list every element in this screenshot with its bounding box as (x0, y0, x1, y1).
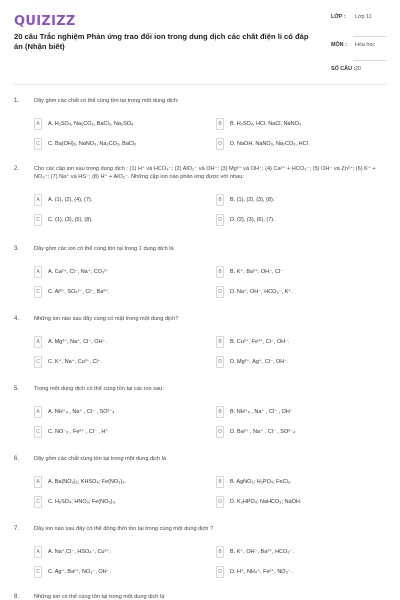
option-letter-box: D (216, 356, 224, 368)
option-c[interactable] (34, 356, 202, 368)
option-letter-box: C (34, 566, 42, 578)
option-text: B. AgNO₃; H₃PO₄; FeCl₃. (230, 479, 292, 485)
meta-divider (353, 60, 387, 61)
option-letter-box: B (216, 118, 224, 130)
option-c[interactable] (34, 566, 202, 578)
option-c[interactable] (34, 286, 202, 298)
question-text: Cho các cặp ion sau trong dung dịch : (1) H⁺ và HCO₃⁻; (2) AlO₂⁻ và OH⁻; (3) Mg²⁺ và OH⁻; (4) Ca²⁺ + HCO₃⁻; (5) OH⁻ và Zn²⁺; (6) K⁺ + NO₃⁻; (7) Na⁺ và HS⁻; (8) H⁺ + AlO₂⁻. Những cặp ion nào phản ứng được với nhau: (34, 166, 376, 180)
option-text: A. H₂SO₄, Na₂CO₃, BaCl₂, Na₂SO₄ (48, 121, 134, 127)
option-letter-box: B (216, 194, 224, 206)
option-letter-box: C (34, 214, 42, 226)
meta-subject-label: MÔN : (331, 42, 347, 48)
option-letter-box: C (34, 138, 42, 150)
logo: QUIZIZZ (14, 14, 76, 29)
meta-class-label: LỚP : (331, 14, 346, 20)
meta-class-value: Lớp 11 (355, 14, 372, 20)
option-letter-box: D (216, 138, 224, 150)
option-letter-box: C (34, 356, 42, 368)
option-d[interactable] (216, 138, 384, 150)
option-a[interactable] (34, 336, 202, 348)
question-number: 1. (14, 98, 20, 104)
option-c[interactable] (34, 214, 202, 226)
option-d[interactable] (216, 356, 384, 368)
question-text: Dãy gồm các ion có thể cùng tồn tại trong 1 dung dịch là (34, 246, 174, 252)
question-text: Dãy gồm các chất cùng tồn tại trong một dung dịch là (34, 456, 167, 462)
option-b[interactable] (216, 266, 384, 278)
option-letter-box: C (34, 426, 42, 438)
option-letter-box: A (34, 546, 42, 558)
option-letter-box: C (34, 496, 42, 508)
option-text: C. K⁺, Na⁺, Cu²⁺, Cl⁻. (48, 359, 103, 365)
question-text: Dãy ion nào sau đây có thể đồng thời tồn tại trong cùng một dung dịch ? (34, 526, 214, 532)
option-letter-box: A (34, 476, 42, 488)
option-text: D. (2), (3), (6), (7). (230, 217, 275, 223)
option-text: C. (1), (3), (5), (8). (48, 217, 93, 223)
option-text: B. K⁺, Ba²⁺, OH⁻, Cl⁻ (230, 269, 284, 275)
option-text: C. H₂SO₄; HNO₃; Fe(NO₃)₃. (48, 499, 117, 505)
option-text: B. (1), (2), (3), (8). (230, 197, 275, 203)
option-letter-box: B (216, 546, 224, 558)
option-text: D. Na⁺, OH⁻, HCO₃⁻, K⁺. (230, 289, 293, 295)
option-b[interactable] (216, 336, 384, 348)
option-c[interactable] (34, 426, 202, 438)
option-letter-box: B (216, 476, 224, 488)
option-d[interactable] (216, 426, 384, 438)
option-text: B. H₂SO₄, HCl, NaCl, NaNO₃ (230, 121, 302, 127)
option-b[interactable] (216, 118, 384, 130)
option-letter-box: B (216, 406, 224, 418)
question-number: 4. (14, 316, 20, 322)
option-d[interactable] (216, 286, 384, 298)
option-a[interactable] (34, 546, 202, 558)
page-title: 20 câu Trắc nghiệm Phản ứng trao đổi ion trong dung dịch các chất điện li có đáp án (Nhận biết) (14, 32, 309, 51)
option-text: D. Ba²⁺ , Na⁺ , Cl⁻ , SO²⁻₄ (230, 429, 296, 435)
option-text: B. NH⁺₄ , Na⁺ , Cl⁻ , OH⁻ (230, 409, 293, 415)
question-text: Những ion nào sau đây cùng có mặt trong một dung dịch? (34, 316, 179, 322)
question-text: Dãy gồm các chất có thể cùng tồn tại trong một dung dịch: (34, 98, 179, 104)
option-a[interactable] (34, 194, 202, 206)
option-b[interactable] (216, 194, 384, 206)
option-letter-box: D (216, 286, 224, 298)
option-d[interactable] (216, 566, 384, 578)
option-letter-box: B (216, 266, 224, 278)
option-letter-box: D (216, 426, 224, 438)
option-letter-box: A (34, 406, 42, 418)
question-text: Trong một dung dịch có thể cùng tồn tại các ion sau: (34, 386, 164, 392)
option-text: A. Ca²⁺, Cl⁻, Na⁺, CO₃²⁻ (48, 269, 109, 275)
option-c[interactable] (34, 496, 202, 508)
option-text: B. K⁺, OH⁻, Ba²⁺, HCO₃⁻. (230, 549, 294, 555)
option-letter-box: A (34, 194, 42, 206)
option-b[interactable] (216, 476, 384, 488)
question-number: 6. (14, 456, 20, 462)
question-number: 3. (14, 246, 20, 252)
option-d[interactable] (216, 214, 384, 226)
meta-count-value: 20 (355, 66, 361, 72)
option-a[interactable] (34, 476, 202, 488)
question-number: 7. (14, 526, 20, 532)
option-letter-box: D (216, 214, 224, 226)
option-c[interactable] (34, 138, 202, 150)
question-number: 2. (14, 166, 20, 172)
option-text: A. NH⁺₄ , Na⁺ , Cl⁻ , SO²⁻₄ (48, 409, 115, 415)
option-letter-box: A (34, 118, 42, 130)
meta-divider (353, 36, 387, 37)
option-text: A. Ba(NO₃)₂; KHSO₄; Fe(NO₃)₂. (48, 479, 126, 485)
meta-count-label: SỐ CÂU : (331, 66, 356, 72)
option-text: A. (1), (2), (4), (7). (48, 197, 93, 203)
option-a[interactable] (34, 118, 202, 130)
option-text: A. Mg²⁺, Na⁺, Cl⁻, OH⁻. (48, 339, 107, 345)
option-text: C. Ba(OH)₂, NaNO₃, Na₂CO₃, BaCl₂ (48, 141, 137, 147)
question-text: Những ion có thể cùng tồn tại trong một dung dịch là (34, 594, 165, 600)
option-text: C. NO⁻₃ , Fe²⁺ , Cl⁻ , H⁺ (48, 429, 109, 435)
option-text: C. Al³⁺, SO₄²⁻, Cl⁻, Ba²⁺. (48, 289, 110, 295)
option-letter-box: C (34, 286, 42, 298)
option-a[interactable] (34, 406, 202, 418)
header-divider (14, 84, 386, 85)
question-number: 8. (14, 594, 20, 600)
option-text: B. Cu²⁺, Fe³⁺, Cl⁻, OH⁻. (230, 339, 290, 345)
option-b[interactable] (216, 546, 384, 558)
option-text: D. H⁺, NH₄⁺, Fe²⁺, NO₃⁻. (230, 569, 293, 575)
question-number: 5. (14, 386, 20, 392)
option-text: D. NaOH, NaNO₃, Na₂CO₃, HCl (230, 141, 308, 147)
option-d[interactable] (216, 496, 384, 508)
option-b[interactable] (216, 406, 384, 418)
meta-subject-value: Hóa học (355, 42, 376, 48)
option-letter-box: D (216, 496, 224, 508)
option-a[interactable] (34, 266, 202, 278)
option-text: C. Ag⁺, Ba²⁺, NO₃⁻, OH⁻. (48, 569, 112, 575)
option-letter-box: B (216, 336, 224, 348)
option-text: D. Mg²⁺, Ag⁺, Cl⁻, OH⁻. (230, 359, 289, 365)
option-letter-box: D (216, 566, 224, 578)
option-letter-box: A (34, 336, 42, 348)
option-text: A. Na⁺,Cl⁻, HSO₄⁻, Cu²⁺. (48, 549, 111, 555)
option-text: D. K₂HPO₄; NaHCO₃; NaOH. (230, 499, 302, 505)
option-letter-box: A (34, 266, 42, 278)
